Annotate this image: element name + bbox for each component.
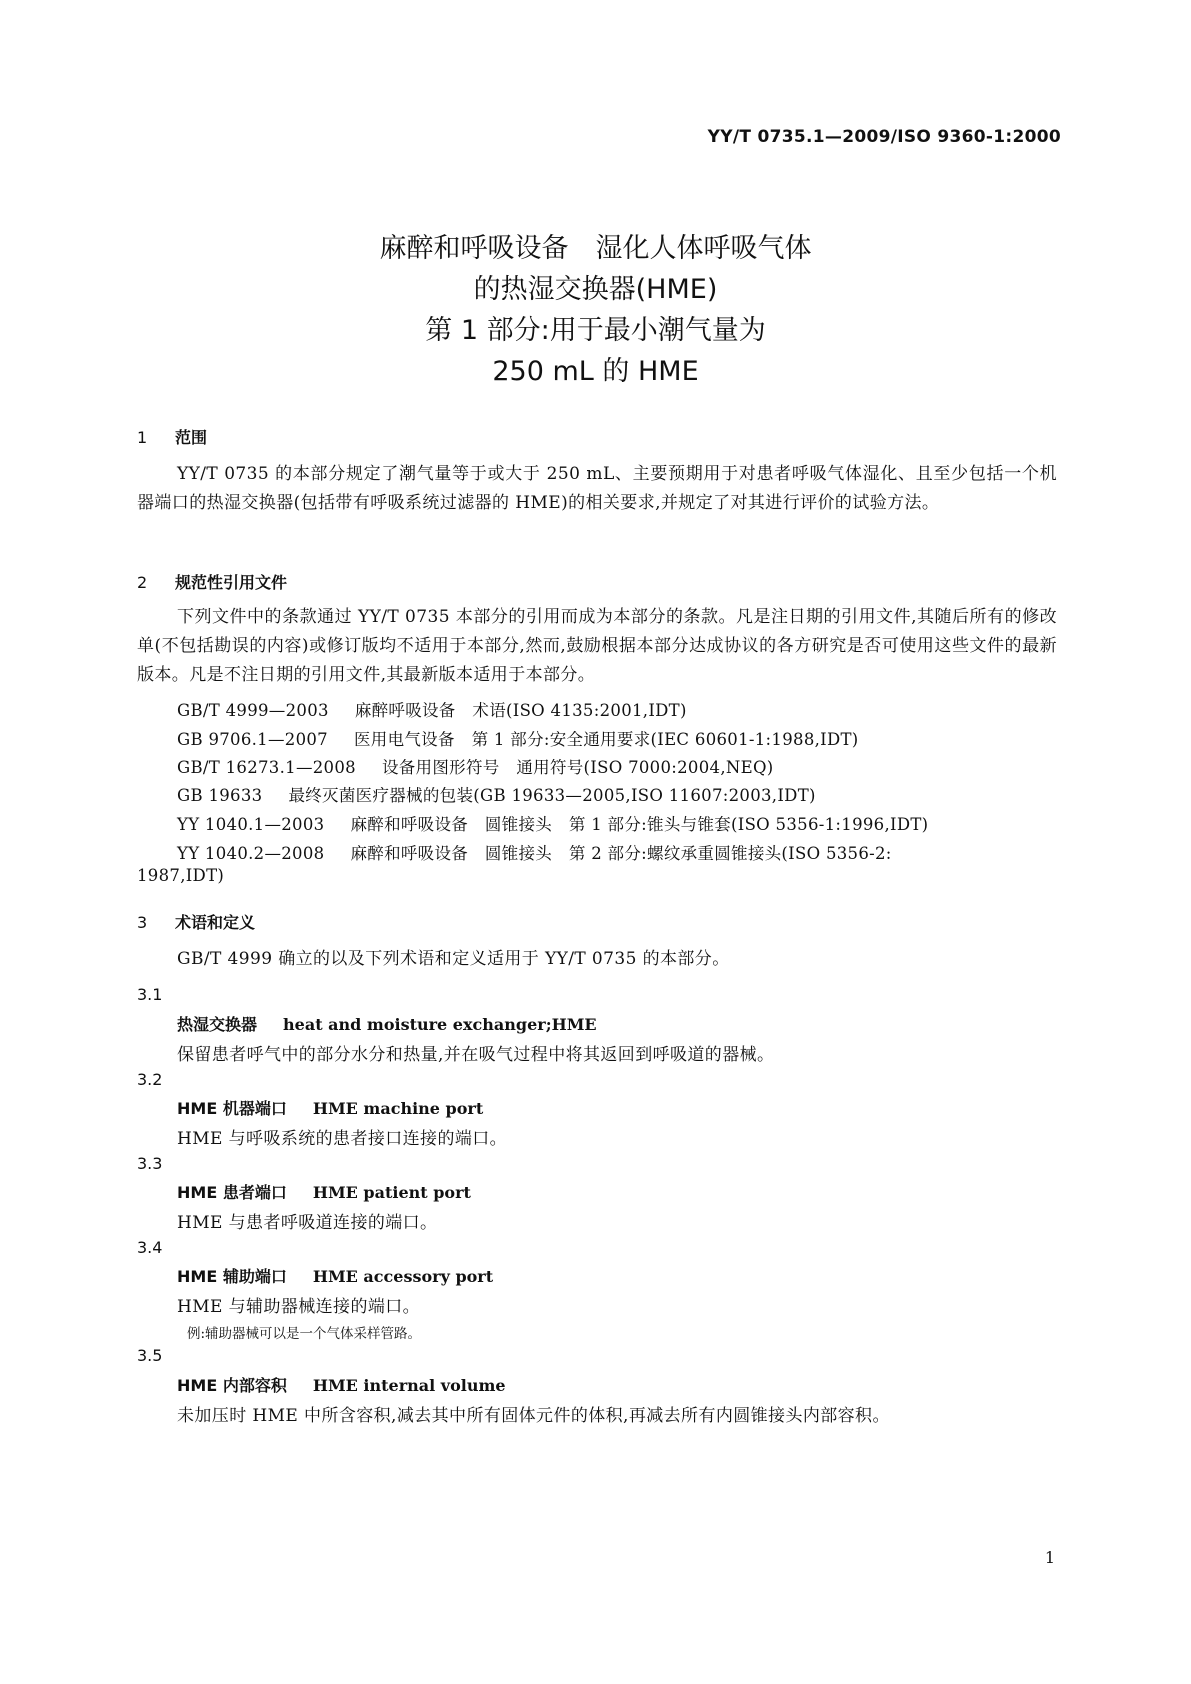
- reference-continuation: 1987,IDT): [137, 866, 225, 885]
- reference-code: GB 19633: [177, 786, 263, 805]
- reference-code: GB/T 16273.1—2008: [177, 758, 356, 777]
- definition-term: [177, 1180, 471, 1203]
- reference-title: 麻醉和呼吸设备 圆锥接头 第 1 部分:锥头与锥套(ISO 5356-1:1996,IDT): [350, 815, 929, 834]
- term-english: HME patient port: [312, 1183, 471, 1202]
- reference-code: GB/T 4999—2003: [177, 701, 329, 720]
- definition-term: [177, 1012, 597, 1035]
- title-line: 第 1 部分:用于最小潮气量为: [425, 315, 766, 346]
- definition-number: 3.5: [137, 1346, 163, 1365]
- section-title: 术语和定义: [175, 913, 256, 932]
- title-line: 250 mL 的 HME: [492, 356, 699, 387]
- reference-item: [177, 811, 928, 835]
- term-english: HME internal volume: [312, 1376, 506, 1395]
- section-heading-scope: [137, 425, 207, 448]
- section-title: 规范性引用文件: [175, 573, 288, 592]
- definition-term: [177, 1264, 493, 1287]
- definition-term: [177, 1096, 483, 1119]
- document-title: [0, 228, 1191, 392]
- definition-text: 保留患者呼气中的部分水分和热量,并在吸气过程中将其返回到呼吸道的器械。: [177, 1045, 775, 1065]
- standard-code: YY/T 0735.1—2009/ISO 9360-1:2000: [707, 127, 1061, 147]
- term-chinese: HME 内部容积: [177, 1376, 287, 1395]
- definition-text: 未加压时 HME 中所含容积,减去其中所有固体元件的体积,再减去所有内圆锥接头内部容积。: [177, 1406, 890, 1426]
- reference-code: YY 1040.2—2008: [177, 844, 325, 863]
- definition-number: 3.2: [137, 1070, 163, 1089]
- section-title: 范围: [175, 428, 208, 447]
- title-line: 麻醉和呼吸设备 湿化人体呼吸气体: [379, 233, 812, 264]
- reference-item: [177, 754, 774, 778]
- term-english: HME accessory port: [312, 1267, 494, 1286]
- section-number: 1: [137, 428, 148, 447]
- definition-example: 例:辅助器械可以是一个气体采样管路。: [187, 1326, 422, 1342]
- references-paragraph: 下列文件中的条款通过 YY/T 0735 本部分的引用而成为本部分的条款。凡是注日期的引用文件,其随后所有的修改单(不包括勘误的内容)或修订版均不适用于本部分,然而,鼓励根据本部分达成协议的各方研究是否可使用这些文件的最新版本。凡是不注日期的引用文件,其最新版本适用于本部分。: [137, 607, 1057, 685]
- section-number: 3: [137, 913, 148, 932]
- definition-number: 3.1: [137, 985, 163, 1004]
- definition-number: 3.4: [137, 1238, 163, 1257]
- section-heading-terms-definitions: [137, 910, 255, 933]
- reference-item: [177, 782, 816, 806]
- reference-title: 麻醉呼吸设备 术语(ISO 4135:2001,IDT): [354, 701, 687, 720]
- definition-text: HME 与辅助器械连接的端口。: [177, 1297, 421, 1317]
- term-chinese: HME 患者端口: [177, 1183, 287, 1202]
- scope-paragraph: YY/T 0735 的本部分规定了潮气量等于或大于 250 mL、主要预期用于对患者呼吸气体湿化、且至少包括一个机器端口的热湿交换器(包括带有呼吸系统过滤器的 HME)的相关要求,并规定了对其进行评价的试验方法。: [137, 464, 1057, 513]
- reference-code: YY 1040.1—2003: [177, 815, 325, 834]
- definition-term: [177, 1373, 506, 1396]
- section-heading-normative-references: [137, 570, 287, 593]
- reference-code: GB 9706.1—2007: [177, 730, 328, 749]
- title-line: 的热湿交换器(HME): [473, 274, 718, 305]
- reference-item: [177, 697, 687, 721]
- definition-text: HME 与患者呼吸道连接的端口。: [177, 1213, 438, 1233]
- term-english: HME machine port: [312, 1099, 484, 1118]
- terms-paragraph: GB/T 4999 确立的以及下列术语和定义适用于 YY/T 0735 的本部分。: [177, 949, 730, 969]
- reference-title: 麻醉和呼吸设备 圆锥接头 第 2 部分:螺纹承重圆锥接头(ISO 5356-2:: [350, 844, 892, 863]
- reference-item: [177, 840, 892, 864]
- reference-title: 设备用图形符号 通用符号(ISO 7000:2004,NEQ): [381, 758, 774, 777]
- reference-title: 医用电气设备 第 1 部分:安全通用要求(IEC 60601-1:1988,IDT): [353, 730, 859, 749]
- page-number: 1: [1044, 1548, 1055, 1567]
- term-chinese: HME 辅助端口: [177, 1267, 287, 1286]
- term-chinese: 热湿交换器: [177, 1015, 258, 1034]
- reference-item: [177, 726, 859, 750]
- term-chinese: HME 机器端口: [177, 1099, 287, 1118]
- definition-text: HME 与呼吸系统的患者接口连接的端口。: [177, 1129, 508, 1149]
- definition-number: 3.3: [137, 1154, 163, 1173]
- reference-title: 最终灭菌医疗器械的包装(GB 19633—2005,ISO 11607:2003,IDT): [288, 786, 816, 805]
- term-english: heat and moisture exchanger;HME: [283, 1015, 597, 1034]
- section-number: 2: [137, 573, 148, 592]
